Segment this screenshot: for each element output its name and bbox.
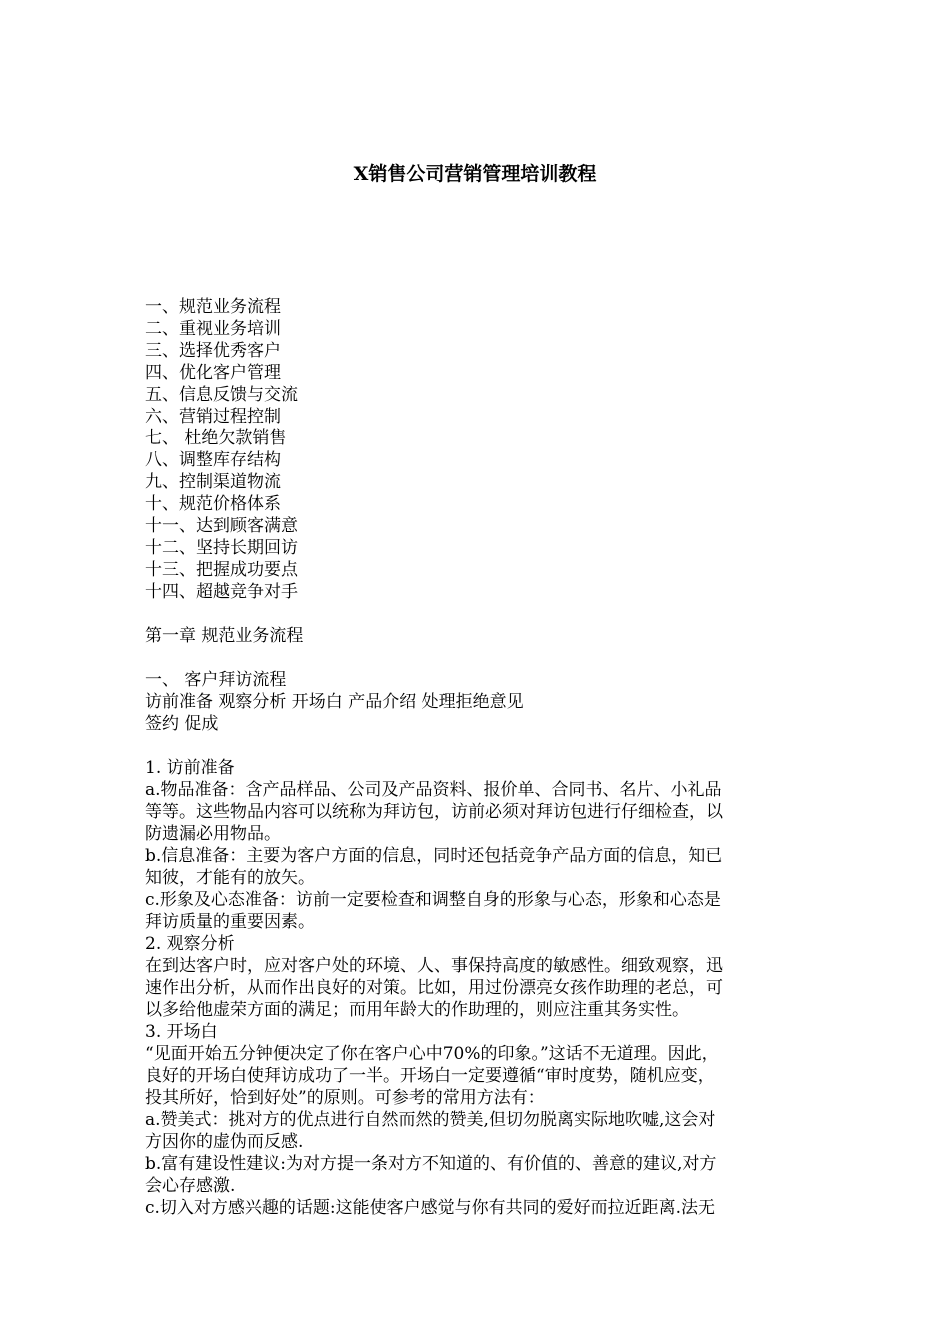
- body-line: 在到达客户时，应对客户处的环境、人、事保持高度的敏感性。细致观察，迅: [145, 956, 723, 976]
- body-line: c.切入对方感兴趣的话题:这能使客户感觉与你有共同的爱好而拉近距离.法无: [145, 1198, 716, 1218]
- toc-item: 五、信息反馈与交流: [145, 384, 298, 405]
- toc-item: 十三、把握成功要点: [145, 559, 298, 580]
- body-line: 知彼，才能有的放矢。: [145, 868, 315, 888]
- toc-item: 八、调整库存结构: [145, 450, 281, 471]
- body-line: 拜访质量的重要因素。: [145, 912, 315, 932]
- toc-item: 二、重视业务培训: [145, 318, 281, 339]
- subsection-heading: 2. 观察分析: [145, 934, 235, 954]
- chapter-heading: 第一章 规范业务流程: [145, 626, 304, 646]
- flow-steps-line: 访前准备 观察分析 开场白 产品介绍 处理拒绝意见: [145, 692, 524, 712]
- subsection-heading: 3. 开场白: [145, 1022, 218, 1042]
- body-line: c.形象及心态准备：访前一定要检查和调整自身的形象与心态，形象和心态是: [145, 890, 721, 910]
- body-line: 速作出分析，从而作出良好的对策。比如，用过份漂亮女孩作助理的老总，可: [145, 978, 723, 998]
- toc-item: 十二、坚持长期回访: [145, 537, 298, 558]
- body-line: 防遗漏必用物品。: [145, 824, 281, 844]
- body-line: “见面开始五分钟便决定了你在客户心中70%的印象。”这话不无道理。因此，: [145, 1044, 719, 1064]
- body-line: 良好的开场白使拜访成功了一半。开场白一定要遵循“审时度势，随机应变，: [145, 1066, 715, 1086]
- toc-item: 四、优化客户管理: [145, 362, 281, 383]
- body-line: 会心存感激.: [145, 1176, 236, 1196]
- table-of-contents: [145, 297, 805, 604]
- body-line: a.物品准备：含产品样品、公司及产品资料、报价单、合同书、名片、小礼品: [145, 780, 722, 800]
- subsection-heading: 1. 访前准备: [145, 758, 235, 778]
- spacer: [145, 735, 805, 757]
- toc-item: 三、选择优秀客户: [145, 340, 281, 361]
- body-line: b.信息准备：主要为客户方面的信息，同时还包括竞争产品方面的信息，知已: [145, 846, 723, 866]
- body-line: b.富有建设性建议:为对方提一条对方不知道的、有价值的、善意的建议,对方: [145, 1154, 717, 1174]
- toc-item: 九、控制渠道物流: [145, 472, 281, 493]
- body-line: 以多给他虚荣方面的满足；而用年龄大的作助理的，则应注重其务实性。: [145, 1000, 689, 1020]
- toc-item: 十四、超越竞争对手: [145, 581, 298, 602]
- toc-item: 一、规范业务流程: [145, 297, 281, 317]
- toc-item: 十、规范价格体系: [145, 494, 281, 515]
- section-heading: 一、 客户拜访流程: [145, 670, 287, 690]
- body-line: 方因你的虚伪而反感.: [145, 1132, 304, 1152]
- flow-steps-line: 签约 促成: [145, 714, 219, 734]
- body-line: 投其所好，恰到好处”的原则。可参考的常用方法有：: [145, 1088, 545, 1108]
- spacer: [145, 647, 805, 669]
- toc-item: 六、营销过程控制: [145, 406, 281, 427]
- toc-item: 七、 杜绝欠款销售: [145, 428, 287, 449]
- body-line: 等等。这些物品内容可以统称为拜访包，访前必须对拜访包进行仔细检查，以: [145, 802, 723, 822]
- document-title: X销售公司营销管理培训教程: [353, 163, 597, 185]
- toc-item: 十一、达到顾客满意: [145, 516, 298, 537]
- chapter-body: [145, 625, 805, 1219]
- body-line: a.赞美式：挑对方的优点进行自然而然的赞美,但切勿脱离实际地吹嘘,这会对: [145, 1110, 716, 1130]
